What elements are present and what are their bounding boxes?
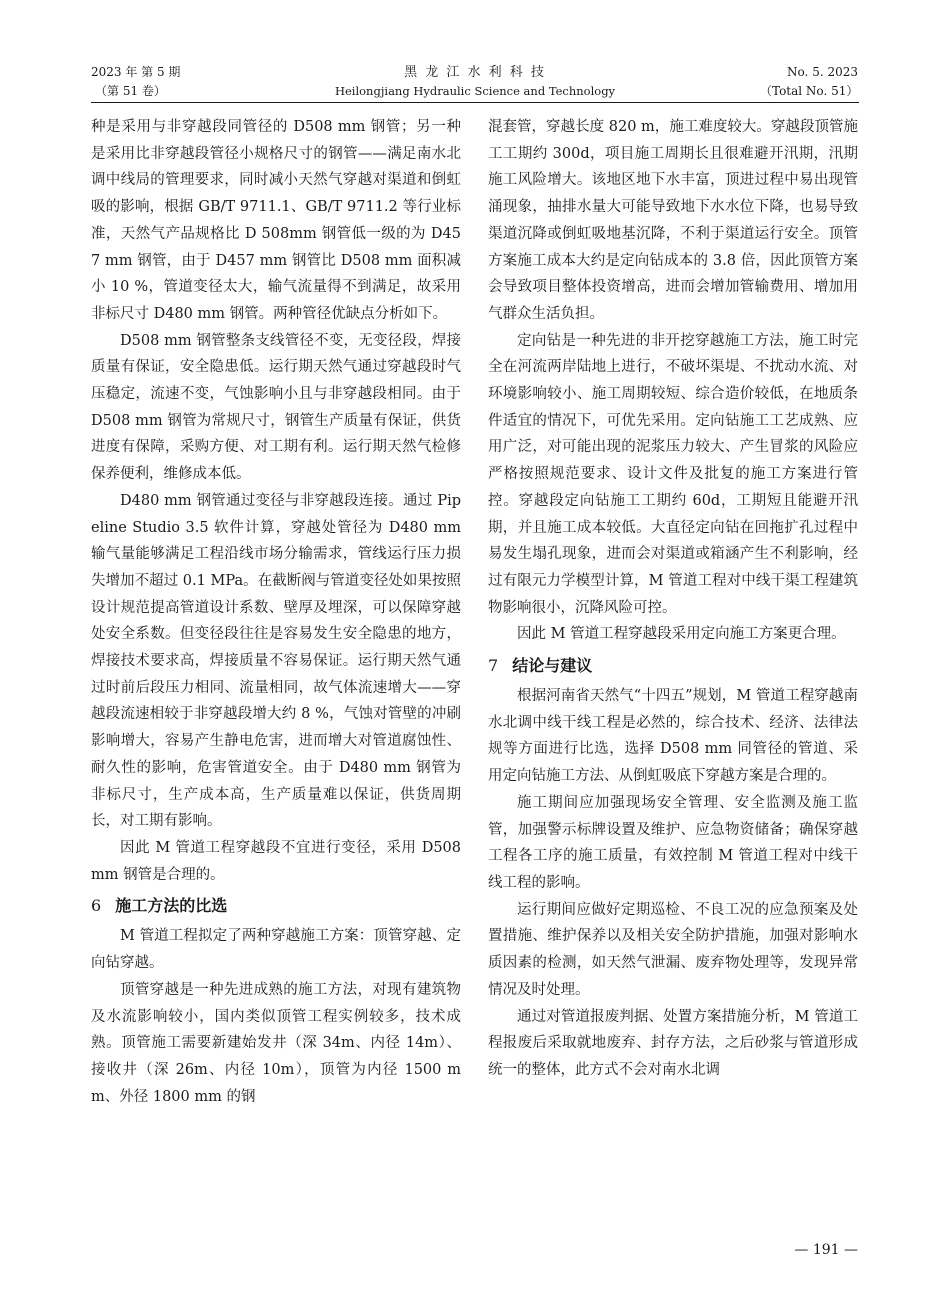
paragraph: 运行期间应做好定期巡检、不良工况的应急预案及处置措施、维护保养以及相关安全防护措施，加强对影响水质因素的检测，如天然气泄漏、废弃物处理等，发现异常情况及时处理。 [488,901,858,998]
section-title: 施工方法的比选 [115,896,228,916]
paragraph: 因此 M 管道工程穿越段采用定向施工方案更合理。 [517,626,846,643]
header-issue-info [91,63,180,101]
paragraph: D480 mm 钢管通过变径与非穿越段连接。通过 Pipeline Studio 3.5 软件计算，穿越处管径为 D480 mm 输气量能够满足工程沿线市场分输需求，管线运行压力损失增加不超过 0.1 MPa。在截断阀与管道变径处如果按照设计规范提高管道设计系数、壁厚及埋深，可以保障穿越处安全系数。但变径段往往是容易发生安全隐患的地方，焊接技术要求高，焊接质量不容易保证。运行期天然气通过时前后段压力相同、流量相同，故气体流速增大——穿越段流速相较于非穿越段增大约 8 %，气蚀对管壁的冲刷影响增大，容易产生静电危害，进而增大对管道腐蚀性、耐久性的影响，危害管道安全。由于 D480 mm 钢管为非标尺寸，生产成本高，生产质量难以保证，供货周期长，对工期有影响。 [91,492,461,830]
header-number: No. 5. 2023 [787,65,858,79]
section-heading-6 [91,892,461,920]
paragraph: 顶管穿越是一种先进成熟的施工方法，对现有建筑物及水流影响较小，国内类似顶管工程实例较多，技术成熟。顶管施工需要新建始发井（深 34m、内径 14m）、接收井（深 26m、内径 10m），顶管为内径 1500 mm、外径 1800 mm 的钢 [91,981,461,1105]
paragraph: 根据河南省天然气“十四五”规划，M 管道工程穿越南水北调中线干线工程是必然的，综合技术、经济、法律法规等方面进行比选，选择 D508 mm 同管径的管道、采用定向钻施工方法、从倒虹吸底下穿越方案是合理的。 [488,688,858,785]
paragraph: 通过对管道报废判据、处置方案措施分析，M 管道工程报废后采取就地废弃、封存方法，之后砂浆与管道形成统一的整体，此方式不会对南水北调 [488,1008,858,1078]
section-number: 7 [488,656,499,676]
header-total-number: （Total No. 51） [760,84,859,98]
journal-title-cn: 黑 龙 江 水 利 科 技 [404,65,546,80]
paragraph: 因此 M 管道工程穿越段不宜进行变径，采用 D508 mm 钢管是合理的。 [91,839,461,883]
section-number: 6 [91,896,102,916]
paragraph: 种是采用与非穿越段同管径的 D508 mm 钢管；另一种是采用比非穿越段管径小规格尺寸的钢管——满足南水北调中线局的管理要求，同时减小天然气穿越对渠道和倒虹吸的影响，根据 GB/T 9711.1、GB/T 9711.2 等行业标准，天然气产品规格比 D 508mm 钢管低一级的为 D457 mm 钢管，由于 D457 mm 钢管比 D508 mm 面积减小 10 %，管道变径太大，输气流量得不到满足，故采用非标尺寸 D480 mm 钢管。两种管径优缺点分析如下。 [91,119,461,322]
paragraph: M 管道工程拟定了两种穿越施工方案：顶管穿越、定向钻穿越。 [91,928,461,972]
left-column [91,114,461,1110]
header-divider [91,102,859,103]
paragraph: D508 mm 钢管整条支线管径不变，无变径段，焊接质量有保证，安全隐患低。运行期天然气通过穿越段时气压稳定，流速不变，气蚀影响小且与非穿越段相同。由于 D508 mm 钢管为常规尺寸，钢管生产质量有保证，供货进度有保障，采购方便、对工期有利。运行期天然气检修保养便利，维修成本低。 [91,332,461,483]
page-number: — 191 — [794,1242,858,1258]
section-title: 结论与建议 [512,656,593,676]
paragraph: 施工期间应加强现场安全管理、安全监测及施工监管，加强警示标牌设置及维护、应急物资储备；确保穿越工程各工序的施工质量，有效控制 M 管道工程对中线干线工程的影响。 [488,794,858,891]
header-volume: （第 51 卷） [95,84,166,98]
header-number-info [760,63,858,101]
paragraph: 定向钻是一种先进的非开挖穿越施工方法，施工时完全在河流两岸陆地上进行，不破坏渠堤、不扰动水流、对环境影响较小、施工周期较短、综合造价较低，在地质条件适宜的情况下，可优先采用。定向钻施工工艺成熟、应用广泛，对可能出现的泥浆压力较大、产生冒浆的风险应严格按照规范要求、设计文件及批复的施工方案进行管控。穿越段定向钻施工工期约 60d，工期短且能避开汛期，并且施工成本较低。大直径定向钻在回拖扩孔过程中易发生塌孔现象，进而会对渠道或箱涵产生不利影响，经过有限元力学模型计算，M 管道工程对中线干渠工程建筑物影响很小，沉降风险可控。 [488,332,858,616]
journal-title-en: Heilongjiang Hydraulic Science and Technology [334,84,616,98]
paragraph: 混套管，穿越长度 820 m，施工难度较大。穿越段顶管施工工期约 300d，项目施工周期长且很难避开汛期，汛期施工风险增大。该地区地下水丰富，顶进过程中易出现管涌现象，抽排水量大可能导致地下水水位下降，也易导致渠道沉降或倒虹吸地基沉降，不利于渠道运行安全。顶管方案施工成本大约是定向钻成本的 3.8 倍，因此顶管方案会导致项目整体投资增高，进而会增加管输费用、增加用气群众生活负担。 [488,119,858,322]
right-column [488,114,858,1084]
section-heading-7 [488,652,858,680]
header-issue: 2023 年 第 5 期 [91,65,181,79]
header-journal [300,63,650,101]
